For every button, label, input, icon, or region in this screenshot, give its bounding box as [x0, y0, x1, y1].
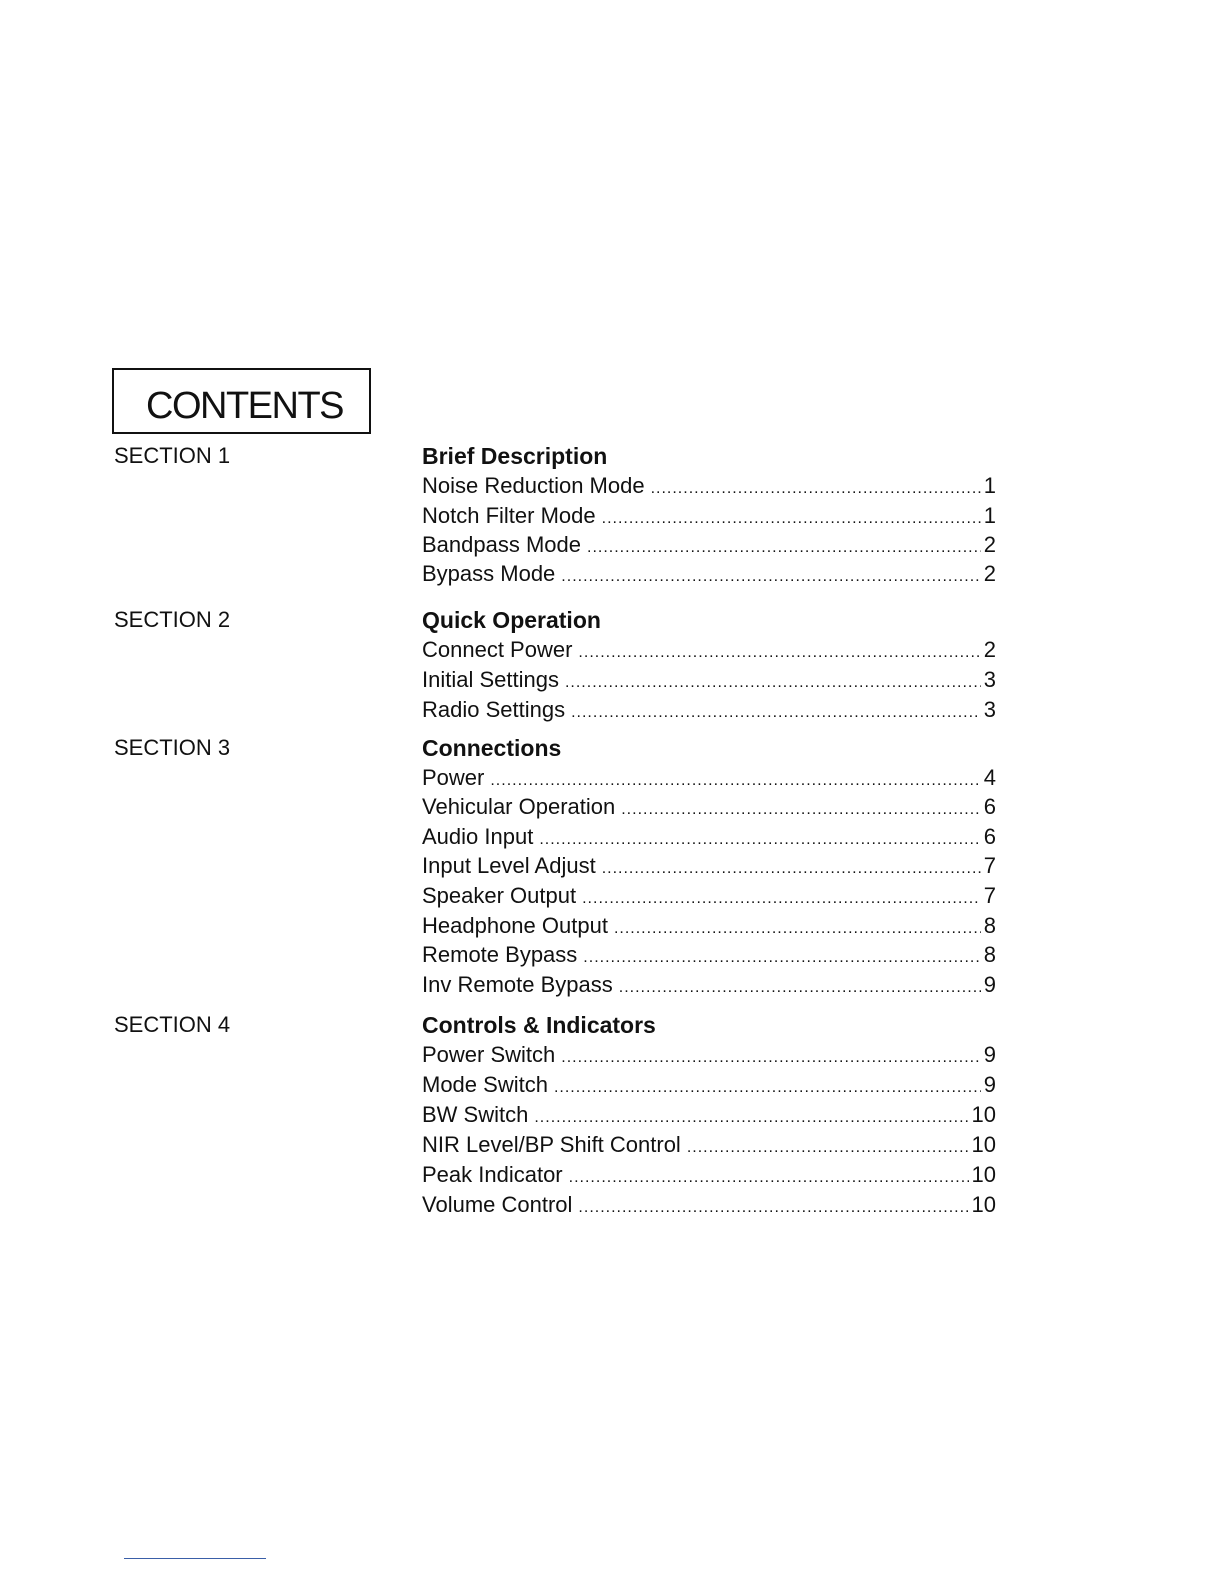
dot-leader: [583, 945, 980, 971]
dot-leader: [490, 768, 980, 794]
toc-entry[interactable]: [422, 1192, 996, 1218]
toc-entry-page: 7: [983, 883, 996, 908]
dot-leader: [687, 1135, 969, 1161]
toc-entry-page: 10: [971, 1192, 996, 1217]
toc-entry-title: Initial Settings: [422, 667, 559, 692]
toc-entry[interactable]: [422, 824, 996, 850]
toc-entry[interactable]: [422, 561, 996, 587]
toc-entry-page: 2: [983, 561, 996, 586]
page-title: CONTENTS: [146, 385, 343, 427]
toc-entry[interactable]: [422, 913, 996, 939]
toc-entry[interactable]: [422, 972, 996, 998]
toc-entry-title: Radio Settings: [422, 697, 566, 722]
toc-entry-page: 7: [983, 853, 996, 878]
toc-entry[interactable]: [422, 1132, 996, 1158]
dot-leader: [578, 1195, 968, 1221]
toc-entry-page: 10: [971, 1162, 996, 1187]
toc-entry[interactable]: [422, 1042, 996, 1068]
toc-entry[interactable]: [422, 532, 996, 558]
toc-entry-title: Mode Switch: [422, 1072, 548, 1097]
toc-entry[interactable]: [422, 1102, 996, 1128]
toc-entry-page: 6: [983, 824, 996, 849]
toc-entry[interactable]: [422, 853, 996, 879]
dot-leader: [534, 1105, 968, 1131]
toc-entry[interactable]: [422, 473, 996, 499]
toc-entry-title: BW Switch: [422, 1102, 529, 1127]
section-label-1: SECTION 1: [114, 443, 231, 468]
toc-entry-page: 2: [983, 532, 996, 557]
toc-entry-page: 9: [983, 1072, 996, 1097]
toc-entry[interactable]: [422, 883, 996, 909]
toc-entry-title: Power Switch: [422, 1042, 556, 1067]
dot-leader: [539, 827, 980, 853]
toc-entry-page: 4: [983, 765, 996, 790]
toc-entry-page: 10: [971, 1102, 996, 1127]
toc-entry-title: Remote Bypass: [422, 942, 578, 967]
toc-entry-title: Audio Input: [422, 824, 534, 849]
toc-entry-page: 9: [983, 972, 996, 997]
dot-leader: [651, 476, 981, 502]
dot-leader: [565, 670, 981, 696]
toc-entry-title: Volume Control: [422, 1192, 573, 1217]
dot-leader: [619, 975, 981, 1001]
toc-entry[interactable]: [422, 667, 996, 693]
toc-entry-title: Inv Remote Bypass: [422, 972, 613, 997]
dot-leader: [554, 1075, 981, 1101]
toc-entry-title: Power: [422, 765, 485, 790]
dot-leader: [571, 700, 981, 726]
toc-entry-title: Connect Power: [422, 637, 573, 662]
footer-rule: [124, 1558, 266, 1559]
toc-entry[interactable]: [422, 942, 996, 968]
dot-leader: [582, 886, 981, 912]
toc-entry-page: 8: [983, 913, 996, 938]
section-label-2: SECTION 2: [114, 607, 231, 632]
toc-entry-page: 2: [983, 637, 996, 662]
section-heading-2: Quick Operation: [422, 607, 601, 633]
dot-leader: [602, 856, 981, 882]
toc-entry-page: 3: [983, 697, 996, 722]
dot-leader: [587, 535, 981, 561]
toc-entry-title: Speaker Output: [422, 883, 577, 908]
section-heading-3: Connections: [422, 735, 562, 761]
toc-entry-page: 1: [983, 473, 996, 498]
dot-leader: [602, 506, 981, 532]
toc-entry-page: 3: [983, 667, 996, 692]
toc-entry[interactable]: [422, 765, 996, 791]
toc-entry-page: 6: [983, 794, 996, 819]
toc-entry-page: 8: [983, 942, 996, 967]
toc-entry-title: Bypass Mode: [422, 561, 556, 586]
toc-entry-page: 1: [983, 503, 996, 528]
toc-entry[interactable]: [422, 503, 996, 529]
toc-entry-title: Vehicular Operation: [422, 794, 616, 819]
section-label-4: SECTION 4: [114, 1012, 231, 1037]
toc-entry-page: 9: [983, 1042, 996, 1067]
section-heading-1: Brief Description: [422, 443, 608, 469]
toc-entry-title: Noise Reduction Mode: [422, 473, 645, 498]
toc-entry[interactable]: [422, 1072, 996, 1098]
toc-entry-title: Headphone Output: [422, 913, 608, 938]
toc-entry[interactable]: [422, 637, 996, 663]
section-heading-4: Controls & Indicators: [422, 1012, 656, 1038]
toc-entry[interactable]: [422, 1162, 996, 1188]
dot-leader: [578, 640, 980, 666]
dot-leader: [621, 797, 981, 823]
toc-entry-title: Bandpass Mode: [422, 532, 581, 557]
toc-entry-title: NIR Level/BP Shift Control: [422, 1132, 681, 1157]
dot-leader: [561, 564, 980, 590]
toc-entry-page: 10: [971, 1132, 996, 1157]
toc-entry[interactable]: [422, 697, 996, 723]
dot-leader: [614, 916, 981, 942]
dot-leader: [569, 1165, 969, 1191]
section-label-3: SECTION 3: [114, 735, 231, 760]
dot-leader: [561, 1045, 980, 1071]
toc-entry-title: Input Level Adjust: [422, 853, 596, 878]
toc-entry-title: Peak Indicator: [422, 1162, 563, 1187]
toc-entry[interactable]: [422, 794, 996, 820]
toc-entry-title: Notch Filter Mode: [422, 503, 596, 528]
